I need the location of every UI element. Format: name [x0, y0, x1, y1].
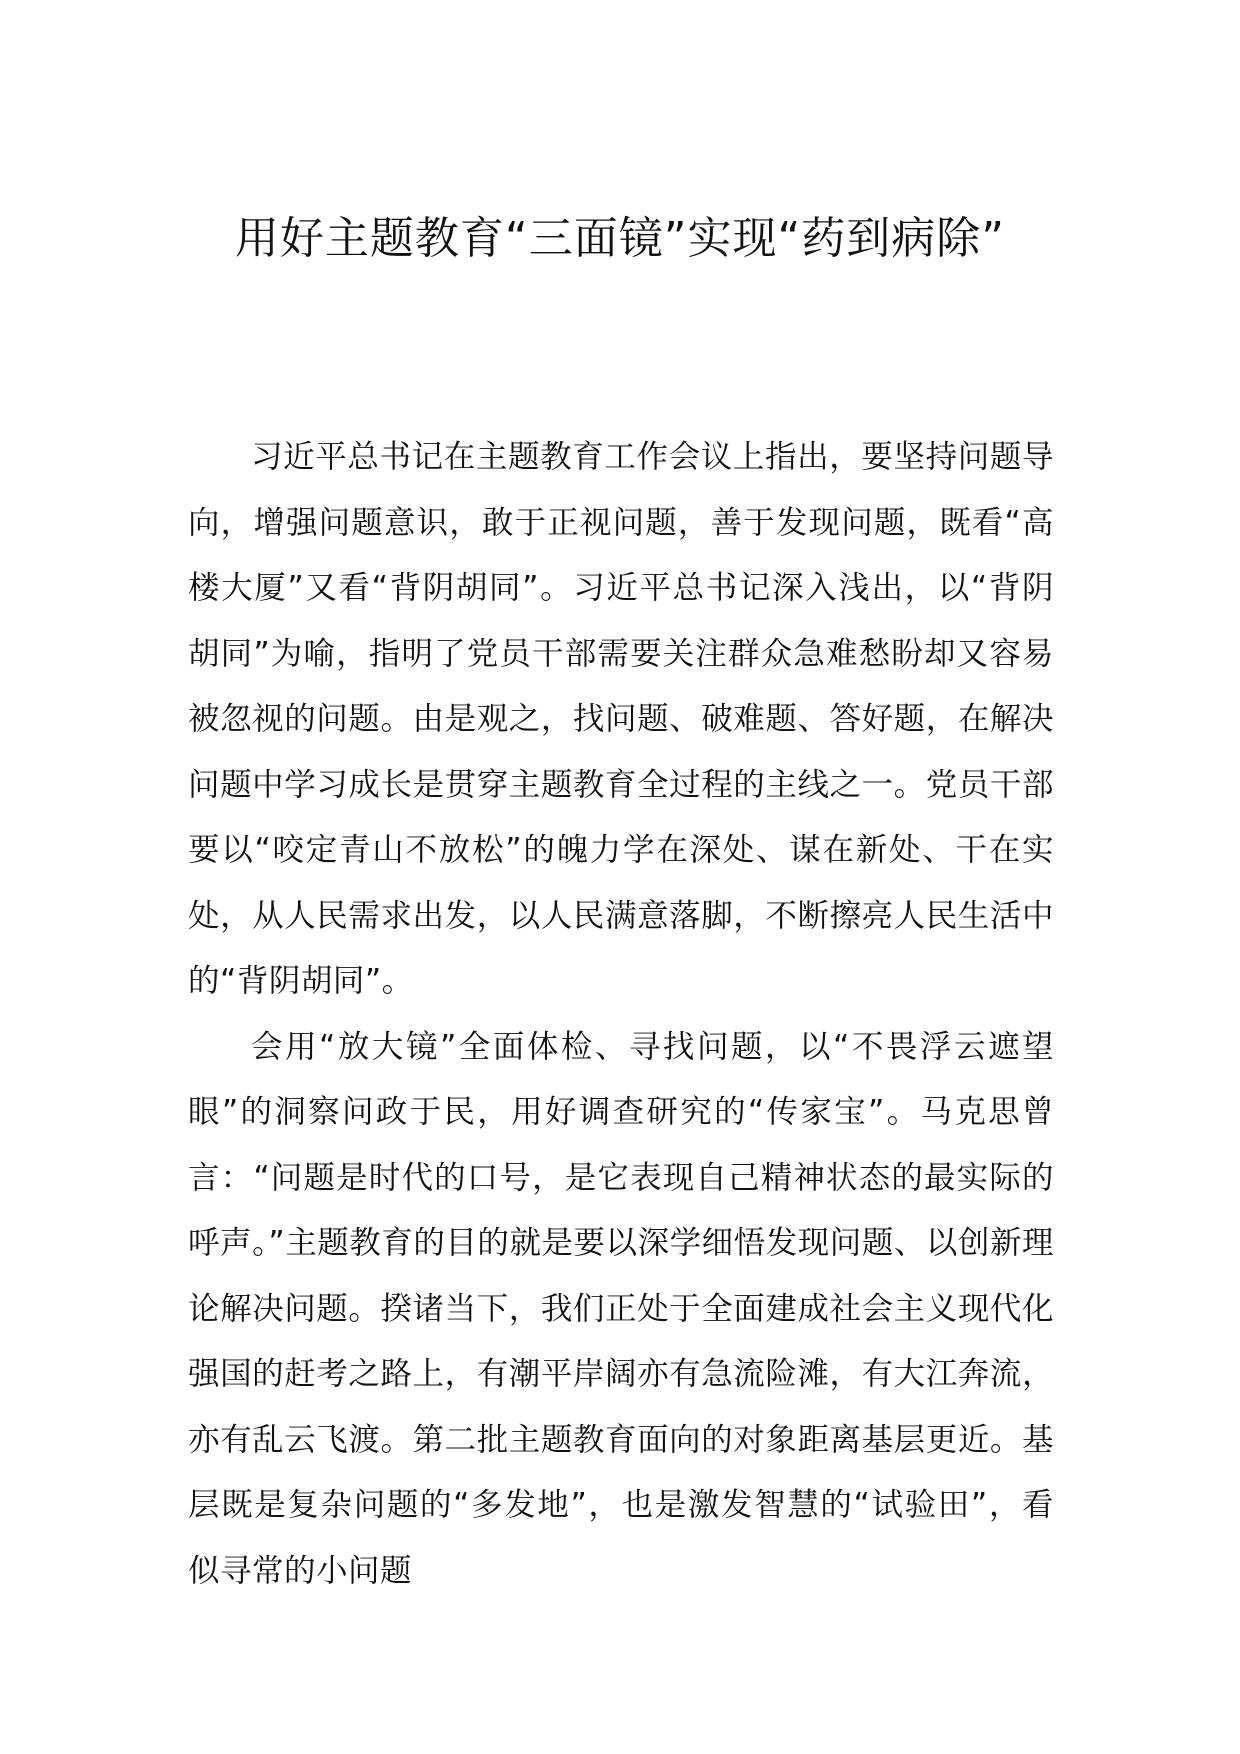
document-title: 用好主题教育“三面镜”实现“药到病除”	[234, 213, 1006, 264]
body-paragraph: 习近平总书记在主题教育工作会议上指出，要坚持问题导向，增强问题意识，敢于正视问题，善于发现问题，既看“高楼大厦”又看“背阴胡同”。习近平总书记深入浅出，以“背阴胡同”为喻，指明了党员干部需要关注群众急难愁盼却又容易被忽视的问题。由是观之，找问题、破难题、答好题，在解决问题中学习成长是贯穿主题教育全过程的主线之一。党员干部要以“咬定青山不放松”的魄力学在深处、谋在新处、干在实处，从人民需求出发，以人民满意落脚，不断擦亮人民生活中的“背阴胡同”。	[188, 439, 1054, 999]
document-body	[188, 425, 1054, 1604]
body-paragraph: 会用“放大镜”全面体检、寻找问题，以“不畏浮云遮望眼”的洞察问政于民，用好调查研究的“传家宝”。马克思曾言：“问题是时代的口号，是它表现自己精神状态的最实际的呼声。”主题教育的目的就是要以深学细悟发现问题、以创新理论解决问题。揆诸当下，我们正处于全面建成社会主义现代化强国的赶考之路上，有潮平岸阔亦有急流险滩，有大江奔流，亦有乱云飞渡。第二批主题教育面向的对象距离基层更近。基层既是复杂问题的“多发地”，也是激发智慧的“试验田”，看似寻常的小问题	[188, 1028, 1054, 1589]
